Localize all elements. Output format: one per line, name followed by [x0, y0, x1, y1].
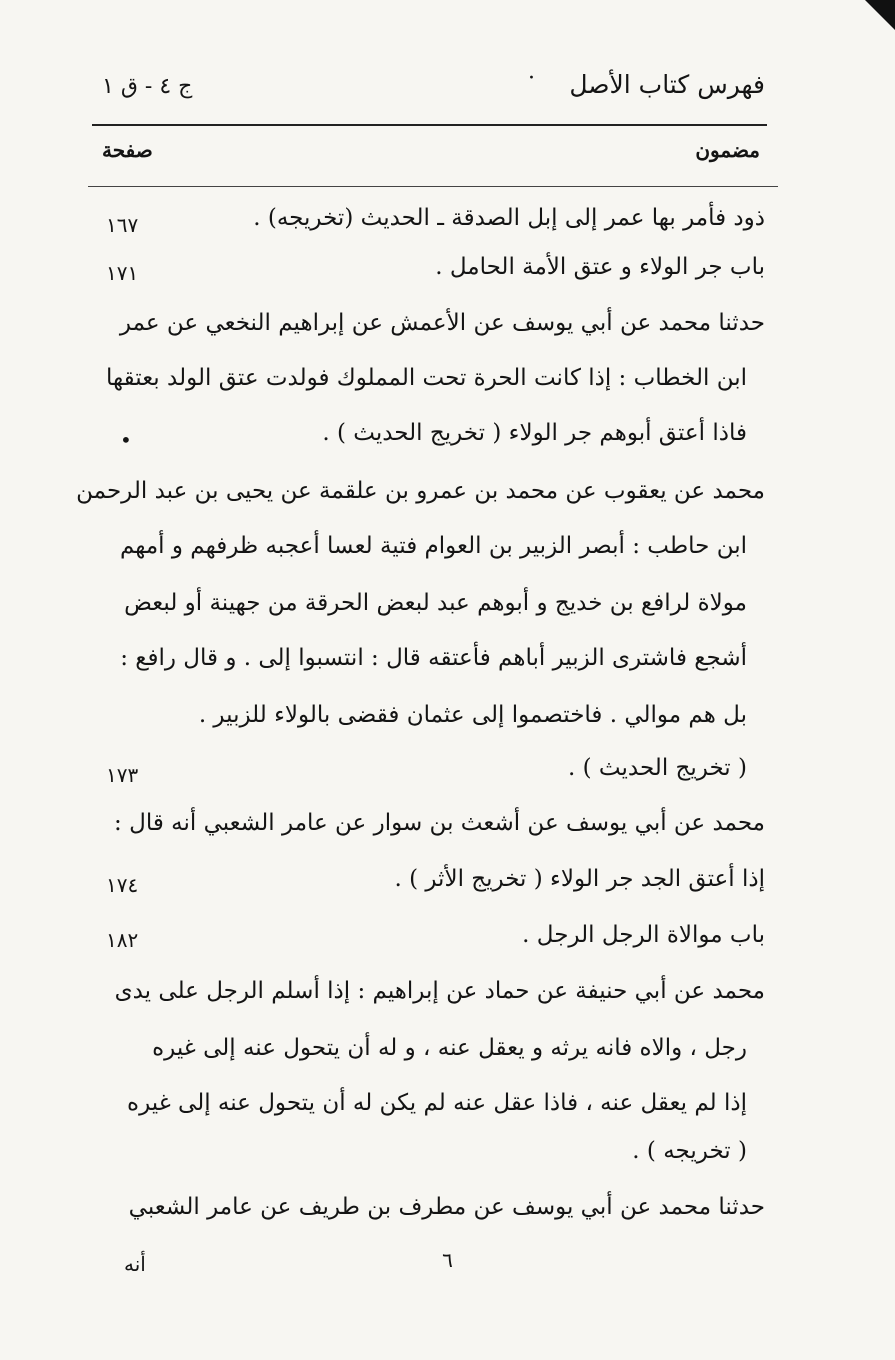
margin-mark: • [120, 428, 132, 452]
text-line: محمد عن يعقوب عن محمد بن عمرو بن علقمة عن يحيى بن عبد الرحمن [76, 478, 765, 504]
page-number: ١٨٢ [106, 928, 139, 952]
text-line: ( تخريج الحديث ) . [568, 755, 747, 781]
section-heading: باب موالاة الرجل الرجل . [522, 922, 765, 948]
text-line: مولاة لرافع بن خديج و أبوهم عبد لبعض الحرقة من جهينة أو لبعض [124, 590, 747, 616]
page-number: ١٧١ [106, 261, 139, 285]
page-column-heading: صفحة [102, 138, 153, 162]
text-line: حدثنا محمد عن أبي يوسف عن مطرف بن طريف عن عامر الشعبي [128, 1194, 765, 1220]
text-line: ابن حاطب : أبصر الزبير بن العوام فتية لعسا أعجبه ظرفهم و أمهم [119, 533, 747, 559]
book-index-title: فهرس كتاب الأصل [569, 70, 765, 99]
footer-page-number: ٦ [442, 1248, 453, 1272]
text-line: فاذا أعتق أبوهم جر الولاء ( تخريج الحديث ) . [322, 420, 747, 446]
text-line: محمد عن أبي يوسف عن أشعث بن سوار عن عامر الشعبي أنه قال : [114, 810, 765, 836]
page-number: ١٧٤ [106, 873, 139, 897]
text-line: إذا أعتق الجد جر الولاء ( تخريج الأثر ) . [394, 866, 765, 892]
text-line: إذا لم يعقل عنه ، فاذا عقل عنه لم يكن له أن يتحول عنه إلى غيره [127, 1090, 747, 1116]
text-line: ذود فأمر بها عمر إلى إبل الصدقة ـ الحديث (تخريجه) . [253, 205, 765, 231]
corner-mark [865, 0, 895, 30]
header-dot: · [528, 66, 535, 91]
catchword: أنه [124, 1252, 146, 1276]
text-line: بل هم موالي . فاختصموا إلى عثمان فقضى بالولاء للزبير . [198, 702, 747, 728]
page-number: ١٦٧ [106, 213, 139, 237]
text-line: محمد عن أبي حنيفة عن حماد عن إبراهيم : إذا أسلم الرجل على يدى [114, 978, 765, 1004]
page-number: ١٧٣ [106, 763, 139, 787]
text-line: رجل ، والاه فانه يرثه و يعقل عنه ، و له أن يتحول عنه إلى غيره [152, 1035, 747, 1061]
header-rule [92, 124, 767, 126]
volume-part-label: ج ٤ - ق ١ [102, 74, 193, 99]
column-heading-rule [88, 186, 778, 187]
section-heading: باب جر الولاء و عتق الأمة الحامل . [435, 254, 765, 280]
text-line: ابن الخطاب : إذا كانت الحرة تحت المملوك فولدت عتق الولد بعتقها [106, 365, 747, 391]
content-column-heading: مضمون [695, 138, 760, 162]
text-line: حدثنا محمد عن أبي يوسف عن الأعمش عن إبراهيم النخعي عن عمر [119, 310, 765, 336]
text-line: ( تخريجه ) . [632, 1138, 747, 1164]
running-header [100, 66, 765, 106]
text-line: أشجع فاشترى الزبير أباهم فأعتقه قال : انتسبوا إلى . و قال رافع : [120, 645, 747, 671]
